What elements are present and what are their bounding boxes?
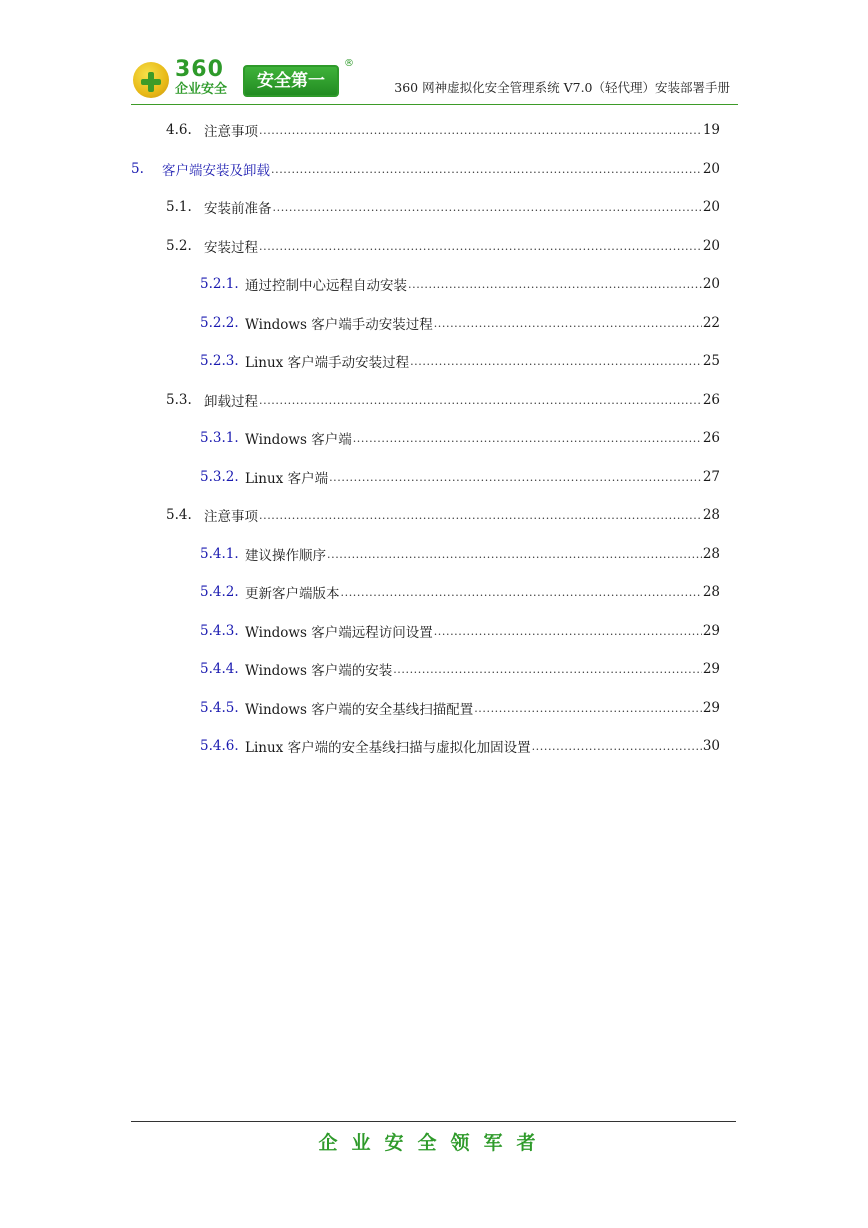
toc-entry-title: Windows 客户端 bbox=[245, 432, 352, 448]
toc-entry[interactable] bbox=[131, 159, 720, 179]
toc-leader-dots bbox=[259, 506, 702, 526]
toc-entry[interactable] bbox=[200, 698, 720, 718]
toc-leader-dots bbox=[271, 160, 702, 180]
logo-number: 360 bbox=[175, 57, 224, 82]
toc-entry[interactable] bbox=[200, 621, 720, 641]
toc-entry-number: 5. bbox=[131, 160, 144, 177]
toc-entry-number: 5.3. bbox=[166, 391, 192, 408]
toc-leader-dots bbox=[353, 429, 702, 449]
toc-leader-dots bbox=[259, 237, 702, 257]
page-header bbox=[131, 58, 738, 106]
toc-entry-page: 29 bbox=[702, 661, 720, 677]
toc-entry-page: 29 bbox=[702, 699, 720, 716]
toc-leader-dots bbox=[408, 275, 702, 295]
toc-entry-page: 20 bbox=[702, 160, 720, 177]
toc-leader-dots bbox=[259, 121, 702, 141]
toc-entry-page: 22 bbox=[702, 314, 720, 331]
company-logo bbox=[133, 57, 373, 104]
toc-entry-title: 安装过程 bbox=[204, 239, 258, 256]
registered-mark: ® bbox=[344, 58, 354, 69]
toc-entry-title: Windows 客户端的安装 bbox=[245, 663, 393, 679]
toc-entry[interactable] bbox=[166, 390, 720, 410]
toc-leader-dots bbox=[273, 198, 702, 218]
toc-entry-page: 20 bbox=[702, 237, 720, 254]
toc-entry[interactable] bbox=[166, 120, 720, 140]
toc-entry-page: 20 bbox=[702, 276, 720, 292]
toc-entry[interactable] bbox=[200, 274, 720, 294]
toc-entry-title: Windows 客户端远程访问设置 bbox=[245, 624, 433, 641]
toc-entry-title: 更新客户端版本 bbox=[245, 586, 340, 602]
toc-entry-title: Windows 客户端的安全基线扫描配置 bbox=[245, 701, 474, 718]
toc-entry-page: 28 bbox=[702, 584, 720, 600]
toc-entry-title: 通过控制中心远程自动安装 bbox=[245, 278, 407, 294]
toc-entry-number: 5.4.4. bbox=[200, 661, 239, 677]
toc-entry-number: 5.4.1. bbox=[200, 545, 239, 562]
toc-entry-title: Linux 客户端手动安装过程 bbox=[245, 355, 410, 371]
toc-entry[interactable] bbox=[200, 313, 720, 333]
toc-entry-number: 5.2.2. bbox=[200, 314, 239, 331]
toc-entry-title: 建议操作顺序 bbox=[245, 547, 326, 564]
header-divider bbox=[131, 104, 738, 105]
toc-entry-title: 安装前准备 bbox=[204, 201, 272, 217]
toc-leader-dots bbox=[341, 583, 702, 603]
toc-entry[interactable] bbox=[200, 467, 720, 487]
toc-entry-number: 5.1. bbox=[166, 199, 192, 215]
toc-leader-dots bbox=[532, 737, 702, 757]
toc-entry-page: 29 bbox=[702, 622, 720, 639]
toc-entry-number: 5.2.3. bbox=[200, 353, 239, 369]
toc-leader-dots bbox=[434, 622, 702, 642]
toc-entry-page: 26 bbox=[702, 391, 720, 408]
toc-leader-dots bbox=[329, 468, 702, 488]
toc-leader-dots bbox=[474, 699, 702, 719]
toc-entry[interactable] bbox=[200, 351, 720, 371]
toc-entry-number: 5.2.1. bbox=[200, 276, 239, 292]
toc-entry[interactable] bbox=[166, 197, 720, 217]
toc-entry-number: 4.6. bbox=[166, 122, 192, 138]
toc-entry-title: Windows 客户端手动安装过程 bbox=[245, 316, 433, 333]
toc-entry-title: Linux 客户端 bbox=[245, 470, 329, 487]
toc-entry[interactable] bbox=[200, 544, 720, 564]
logo-badge-text: 安全第一 bbox=[257, 71, 325, 91]
toc-entry-number: 5.3.2. bbox=[200, 468, 239, 485]
toc-entry[interactable] bbox=[200, 736, 720, 756]
toc-entry-title: 卸载过程 bbox=[204, 393, 258, 410]
toc-entry-page: 27 bbox=[702, 468, 720, 485]
toc-entry-title: 注意事项 bbox=[204, 124, 258, 140]
toc-entry[interactable] bbox=[200, 659, 720, 679]
footer-divider bbox=[131, 1121, 736, 1122]
toc-entry-page: 28 bbox=[702, 507, 720, 523]
toc-entry-title: 客户端安装及卸载 bbox=[162, 162, 270, 179]
toc-entry-title: 注意事项 bbox=[204, 509, 258, 525]
toc-entry-number: 5.4. bbox=[166, 507, 192, 523]
toc-entry-title: Linux 客户端的安全基线扫描与虚拟化加固设置 bbox=[245, 740, 531, 756]
toc-entry[interactable] bbox=[200, 582, 720, 602]
toc-entry-number: 5.4.3. bbox=[200, 622, 239, 639]
toc-leader-dots bbox=[327, 545, 702, 565]
toc-leader-dots bbox=[259, 391, 702, 411]
toc-leader-dots bbox=[434, 314, 702, 334]
toc-entry-page: 19 bbox=[702, 122, 720, 138]
toc-entry-number: 5.4.2. bbox=[200, 584, 239, 600]
logo-plus-icon bbox=[133, 62, 169, 98]
toc-entry-number: 5.4.5. bbox=[200, 699, 239, 716]
toc-entry-page: 25 bbox=[702, 353, 720, 369]
toc-leader-dots bbox=[393, 660, 702, 680]
toc-leader-dots bbox=[410, 352, 702, 372]
toc-entry-page: 30 bbox=[702, 738, 720, 754]
toc-entry[interactable] bbox=[200, 428, 720, 448]
toc-entry-page: 20 bbox=[702, 199, 720, 215]
toc-entry-number: 5.4.6. bbox=[200, 738, 239, 754]
document-title: 360 网神虚拟化安全管理系统 V7.0（轻代理）安装部署手册 bbox=[394, 80, 730, 95]
toc-entry-page: 26 bbox=[702, 430, 720, 446]
toc-entry[interactable] bbox=[166, 505, 720, 525]
toc-entry-number: 5.2. bbox=[166, 237, 192, 254]
footer-slogan: 企业安全领军者 bbox=[318, 1132, 550, 1154]
logo-badge bbox=[243, 65, 339, 97]
toc-entry[interactable] bbox=[166, 236, 720, 256]
logo-subtitle: 企业安全 bbox=[175, 82, 228, 97]
toc-entry-number: 5.3.1. bbox=[200, 430, 239, 446]
toc-entry-page: 28 bbox=[702, 545, 720, 562]
